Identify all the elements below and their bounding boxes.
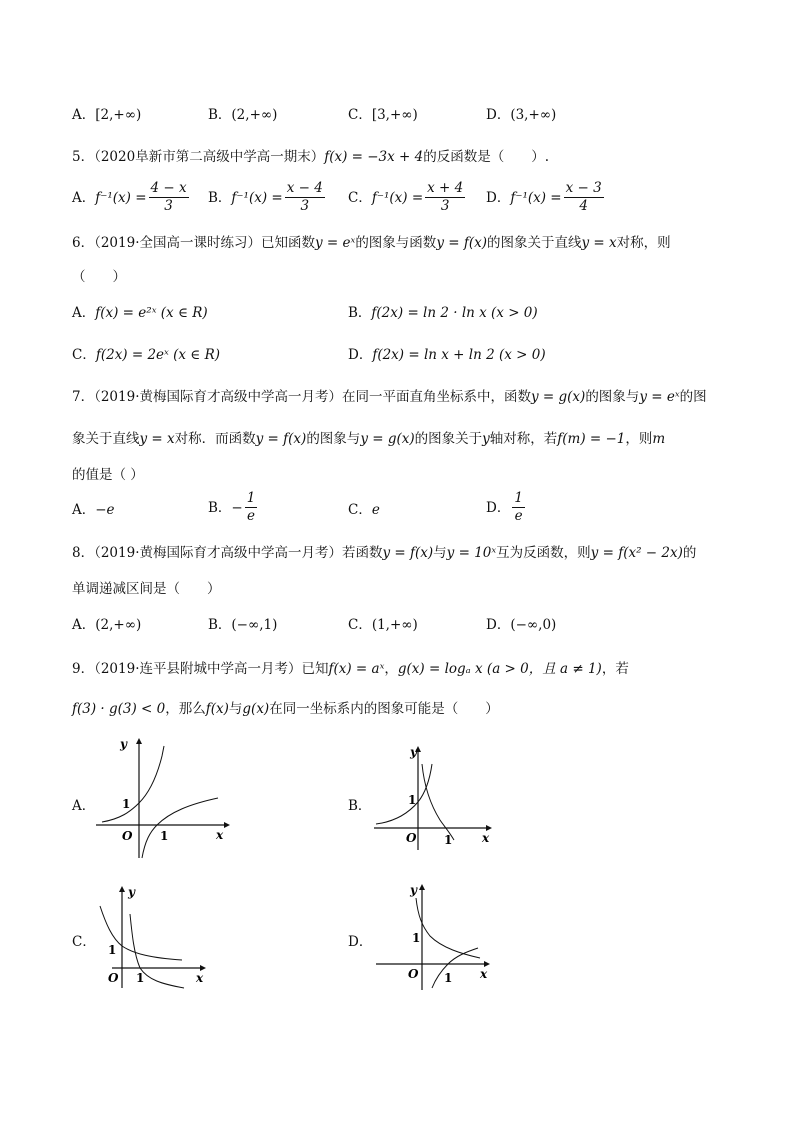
- q5-ask: 的反函数是（ ）.: [423, 149, 550, 165]
- x-label: x: [480, 967, 488, 981]
- q6-expr-3: y = x: [581, 235, 617, 251]
- q9-text: ，那么: [165, 701, 206, 717]
- q7-option-c: [348, 500, 380, 520]
- q5-option-a: [72, 180, 191, 215]
- denominator: e: [514, 508, 523, 524]
- x-one-label: 1: [160, 829, 169, 843]
- x-one-label: 1: [444, 971, 453, 985]
- numerator: 1: [514, 490, 523, 506]
- option-label: B．: [208, 189, 232, 206]
- option-label: A．: [72, 502, 96, 518]
- q9-expr: f(x): [205, 701, 229, 717]
- y-one-label: 1: [412, 931, 421, 945]
- denominator: 3: [300, 198, 310, 214]
- option-lhs: f⁻¹(x) =: [371, 189, 424, 206]
- q4-option-a: A．[2,+∞): [72, 107, 142, 123]
- numerator: x − 3: [565, 180, 602, 196]
- graph-label-d: D．: [348, 934, 373, 950]
- q9-text: 9．（2019·连平县附城中学高一月考）已知: [72, 661, 329, 677]
- x-label: x: [196, 971, 204, 985]
- q8-text: 与: [433, 545, 447, 561]
- q8-expr: y = f(x² − 2x): [590, 545, 683, 561]
- q7-expr: y = eˣ: [639, 389, 680, 405]
- x-one-label: 1: [136, 971, 145, 985]
- q5-stem: [72, 148, 549, 166]
- option-expr: e: [371, 502, 380, 518]
- option-fraction: [425, 180, 465, 215]
- graph-label-b: B．: [348, 798, 372, 814]
- q8-text: 的: [682, 545, 697, 561]
- origin-label: O: [408, 967, 419, 981]
- denominator: e: [247, 508, 256, 524]
- y-arrow-icon: [136, 738, 142, 744]
- y-label: y: [120, 737, 127, 751]
- option-label: C．: [348, 189, 372, 206]
- q7-line-2: [72, 430, 665, 448]
- exp-curve: [416, 898, 480, 958]
- q6-expr-1: y = eˣ: [315, 235, 356, 251]
- option-label: D．: [486, 499, 511, 516]
- q4-option-b: B．(2,+∞): [208, 107, 278, 123]
- option-fraction: [512, 490, 525, 525]
- q7-text: 轴对称，若: [489, 431, 558, 447]
- graph-a: [90, 736, 230, 862]
- q9-text: 与: [228, 701, 243, 717]
- q9-expr: f(3) · g(3) < 0: [72, 701, 166, 717]
- q9-text: ，: [384, 661, 398, 677]
- q7-expr: m: [652, 431, 666, 447]
- option-fraction: [245, 490, 258, 525]
- q6-expr-2: y = f(x): [436, 235, 487, 251]
- q8-option-c: C．(1,+∞): [348, 617, 418, 633]
- q6-option-a: [72, 304, 208, 322]
- q7-expr: y: [482, 431, 490, 447]
- option-label: A．: [72, 189, 96, 206]
- q5-option-c: [348, 180, 467, 215]
- q6-text-3: 对称，则: [616, 235, 671, 251]
- option-lhs: f⁻¹(x) =: [231, 189, 283, 206]
- q6-text-2: 的图象关于直线: [486, 235, 582, 251]
- option-sign: −: [231, 499, 243, 516]
- q7-text: 的图象与: [306, 431, 361, 447]
- q7-expr: y = x: [139, 431, 175, 447]
- option-label: B．: [348, 305, 372, 321]
- numerator: 4 − x: [150, 180, 187, 196]
- y-label: y: [410, 745, 417, 759]
- numerator: x + 4: [427, 180, 464, 196]
- q7-option-d: [486, 490, 527, 525]
- y-one-label: 1: [108, 943, 117, 957]
- q4-option-d: D．(3,+∞): [486, 107, 557, 123]
- q8-text: 8．（2019·黄梅国际育才高级中学高一月考）若函数: [72, 545, 383, 561]
- q6-stem-text: 6．（2019·全国高一课时练习）已知函数: [72, 235, 315, 251]
- option-lhs: f⁻¹(x) =: [510, 189, 562, 206]
- q9-expr: g(x) = logₐ x (a > 0，且 a ≠ 1): [397, 661, 602, 677]
- q4-option-c: C．[3,+∞): [348, 107, 418, 123]
- q9-expr: g(x): [242, 701, 270, 717]
- q7-expr: y = g(x): [360, 431, 415, 447]
- option-expr: f(2x) = ln 2 · ln x (x > 0): [371, 305, 538, 321]
- q7-text: 的图象与: [585, 389, 640, 405]
- denominator: 3: [440, 198, 450, 214]
- option-fraction: [149, 180, 189, 215]
- y-one-label: 1: [408, 793, 417, 807]
- q7-line-1: [72, 388, 707, 406]
- exp-curve: [102, 746, 164, 822]
- log-curve: [432, 948, 478, 988]
- q8-line-2: 单调递减区间是（ ）: [72, 581, 221, 597]
- q7-expr: f(m) = −1: [557, 431, 626, 447]
- y-label: y: [410, 883, 417, 897]
- option-lhs: f⁻¹(x) =: [95, 189, 147, 206]
- q9-line-2: [72, 700, 499, 718]
- q7-option-a: [72, 500, 115, 520]
- q5-option-b: [208, 180, 327, 215]
- y-label: y: [128, 885, 135, 899]
- option-label: C．: [348, 502, 372, 518]
- option-expr: f(2x) = ln x + ln 2 (x > 0): [372, 347, 546, 363]
- option-label: D．: [486, 189, 511, 206]
- option-label: A．: [72, 305, 96, 321]
- q6-option-b: [348, 304, 538, 322]
- q7-text: ，则: [625, 431, 653, 447]
- graph-label-a: A．: [72, 798, 96, 814]
- denominator: 4: [579, 198, 588, 214]
- q8-option-b: B．(−∞,1): [208, 617, 278, 633]
- option-expr: −e: [95, 502, 115, 518]
- graph-label-c: C．: [72, 934, 96, 950]
- x-label: x: [216, 828, 224, 842]
- x-one-label: 1: [444, 833, 453, 847]
- denominator: 3: [164, 198, 173, 214]
- q7-expr: y = f(x): [255, 431, 307, 447]
- option-expr: f(2x) = 2eˣ (x ∈ R): [95, 347, 221, 363]
- q8-option-d: D．(−∞,0): [486, 617, 557, 633]
- option-fraction: [564, 180, 604, 215]
- q8-option-a: A．(2,+∞): [72, 617, 142, 633]
- numerator: x − 4: [286, 180, 323, 196]
- q7-text: 对称．而函数: [174, 431, 256, 447]
- origin-label: O: [122, 829, 133, 843]
- q6-text-1: 的图象与函数: [355, 235, 437, 251]
- q7-text: 7．（2019·黄梅国际育才高级中学高一月考）在同一平面直角坐标系中，函数: [72, 389, 531, 405]
- q5-expr: f(x) = −3x + 4: [324, 149, 424, 165]
- q7-text: 的图象关于: [414, 431, 483, 447]
- graph-d: [372, 882, 502, 994]
- q7-option-b: [208, 490, 259, 525]
- origin-label: O: [108, 971, 119, 985]
- q7-expr: y = g(x): [531, 389, 586, 405]
- q6-stem: [72, 234, 671, 252]
- y-one-label: 1: [122, 797, 131, 811]
- option-expr: f(x) = e²ˣ (x ∈ R): [95, 305, 208, 321]
- graph-b: [370, 744, 500, 854]
- x-label: x: [482, 831, 490, 845]
- log-curve: [142, 798, 218, 858]
- q9-text: ，若: [601, 661, 629, 677]
- option-label: B．: [208, 499, 232, 516]
- q8-line-1: [72, 544, 696, 562]
- option-label: C．: [72, 347, 96, 363]
- q6-option-c: [72, 346, 220, 364]
- q8-expr: y = 10ˣ: [446, 545, 497, 561]
- graph-c: [92, 884, 212, 994]
- q7-line-3: 的值是（ ）: [72, 467, 144, 483]
- q5-stem-text: 5．（2020阜新市第二高级中学高一期末）: [72, 149, 325, 165]
- q7-text: 的图: [679, 389, 707, 405]
- q9-text: 在同一坐标系内的图象可能是（ ）: [269, 701, 499, 717]
- q5-option-d: [486, 180, 606, 215]
- q6-paren: （ ）: [72, 269, 126, 285]
- numerator: 1: [246, 490, 256, 506]
- q7-text: 象关于直线: [72, 431, 140, 447]
- y-arrow-icon: [419, 884, 425, 890]
- q8-text: 互为反函数，则: [496, 545, 591, 561]
- q9-expr: f(x) = aˣ: [328, 661, 385, 677]
- q6-option-d: [348, 346, 546, 364]
- option-fraction: [285, 180, 325, 215]
- y-arrow-icon: [119, 886, 125, 892]
- x-arrow-icon: [224, 822, 230, 828]
- q8-expr: y = f(x): [382, 545, 434, 561]
- q9-line-1: [72, 660, 629, 678]
- option-label: D．: [348, 347, 373, 363]
- origin-label: O: [406, 831, 417, 845]
